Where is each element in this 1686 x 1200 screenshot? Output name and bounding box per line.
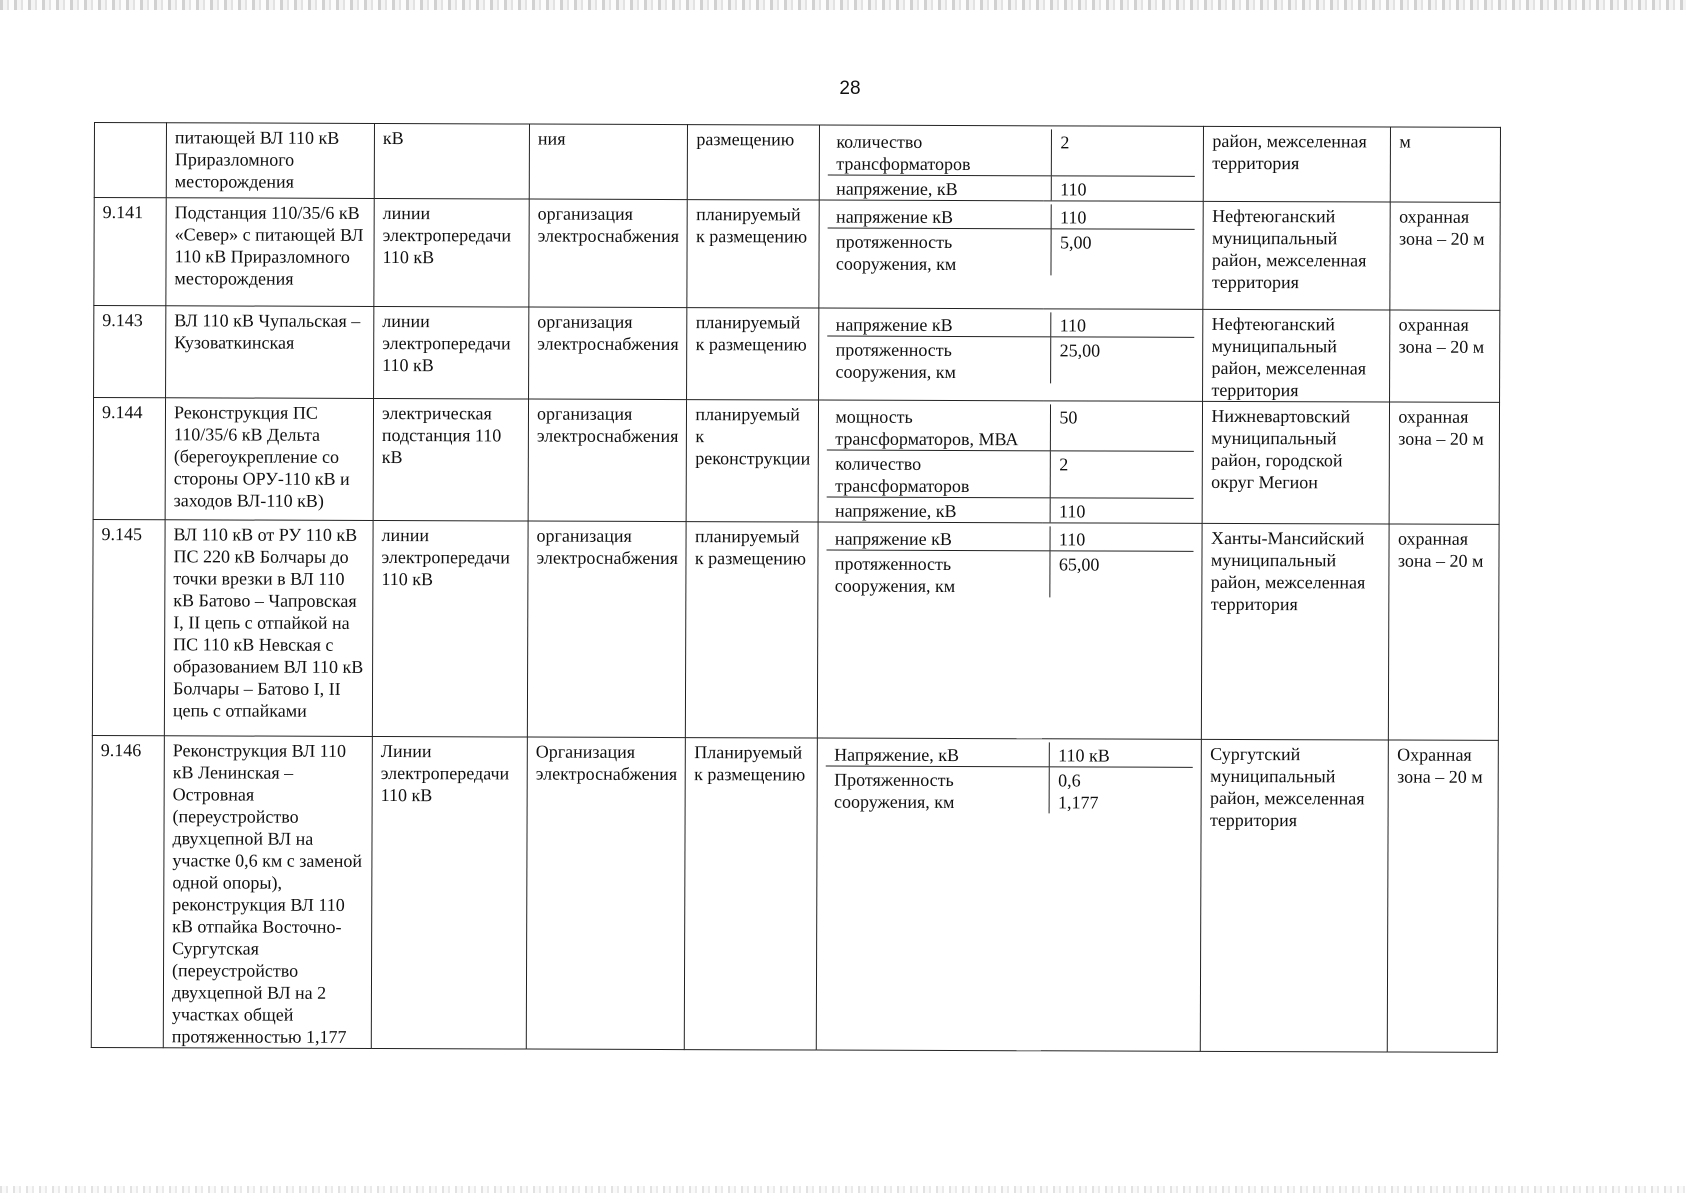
object-type: кВ [382, 128, 404, 149]
parameters-cell [819, 400, 1203, 523]
parameter-value: 2 [1059, 454, 1069, 475]
object-name-cell [166, 198, 374, 307]
location-cell [1203, 309, 1390, 402]
object-purpose: организация электроснабжения [536, 403, 679, 447]
parameter-row [828, 336, 1195, 384]
parameters-cell [820, 125, 1204, 201]
object-status-cell [688, 125, 820, 200]
parameters-list [828, 204, 1195, 276]
object-status-cell [687, 308, 819, 400]
parameter-value: 50 [1059, 407, 1078, 428]
zone-cell [1389, 524, 1500, 740]
object-status: планируемый к размещению [695, 312, 807, 355]
parameter-name: количество трансформаторов [827, 451, 1051, 498]
object-location: Нефтеюганский муниципальный район, межселенная территория [1211, 205, 1367, 293]
parameter-row [827, 404, 1194, 451]
parameter-row [828, 228, 1195, 276]
row-number-cell [91, 735, 164, 1047]
parameters-cell [819, 200, 1203, 309]
parameter-value: 110 [1060, 179, 1087, 200]
protection-zone: м [1399, 131, 1411, 152]
parameter-name: протяженность сооружения, км [828, 337, 1052, 384]
parameters-list [828, 312, 1195, 384]
parameter-name: количество трансформаторов [828, 129, 1052, 176]
object-purpose: организация электроснабжения [536, 525, 678, 569]
zone-cell [1390, 310, 1500, 402]
parameter-row [827, 550, 1194, 598]
parameter-name: напряжение кВ [828, 312, 1052, 337]
object-type: линии электропередачи 110 кВ [381, 525, 510, 590]
objects-table [91, 122, 1502, 1053]
object-name-cell [164, 520, 373, 737]
row-number-cell [94, 306, 166, 398]
object-type: Линии электропередачи 110 кВ [380, 741, 510, 806]
parameter-row [827, 450, 1194, 498]
object-purpose: ния [537, 128, 566, 149]
object-location: Сургутский муниципальный район, межселенная территория [1209, 743, 1365, 831]
parameter-row [826, 742, 1193, 767]
protection-zone: охранная зона – 20 м [1398, 406, 1484, 449]
object-type: электрическая подстанция 110 кВ [381, 403, 502, 468]
object-name: Реконструкция ВЛ 110 кВ Ленинская – Островная (переустройство двухцепной ВЛ на участке 0,6 км с заменой одной опоры), реконструкция ВЛ 110 кВ отпайка Восточно-Сургутская (переустройство двухцепной ВЛ на 2 участках общей протяженностью 1,177 [171, 740, 363, 1047]
object-location: Нижневартовский муниципальный район, городской округ Мегион [1211, 405, 1351, 493]
parameter-row [828, 204, 1195, 229]
object-type-cell [374, 198, 529, 307]
parameter-value: 65,00 [1058, 554, 1100, 575]
object-type-cell [372, 520, 528, 737]
object-status: планируемый к реконструкции [695, 404, 811, 469]
parameters-list [827, 526, 1194, 598]
location-cell [1201, 739, 1389, 1052]
parameter-value: 0,6 1,177 [1058, 770, 1099, 813]
parameter-value: 110 [1060, 207, 1087, 228]
parameter-name: протяженность сооружения, км [828, 229, 1052, 276]
parameter-row [828, 312, 1195, 337]
object-purpose: организация электроснабжения [537, 311, 679, 355]
object-type-cell [373, 398, 528, 521]
object-status-cell [686, 522, 819, 738]
table-row [94, 306, 1501, 403]
object-type-cell [374, 123, 529, 199]
parameter-row [828, 175, 1195, 201]
parameter-name: Протяженность сооружения, км [826, 767, 1050, 814]
parameters-list [826, 742, 1193, 814]
object-status: Планируемый к размещению [694, 742, 806, 785]
object-status: размещению [696, 129, 795, 150]
object-name-cell [166, 123, 374, 199]
parameter-value: 110 [1059, 315, 1087, 336]
parameter-row [828, 129, 1195, 176]
protection-zone: охранная зона – 20 м [1398, 206, 1485, 249]
object-purpose-cell [528, 399, 687, 522]
table-row [91, 735, 1498, 1052]
zone-cell [1390, 402, 1500, 524]
object-location: Ханты-Мансийский муниципальный район, межселенная территория [1210, 527, 1366, 615]
row-number: 9.143 [102, 310, 143, 331]
table-row [94, 198, 1501, 311]
object-purpose: Организация электроснабжения [535, 741, 678, 785]
parameter-value: 5,00 [1059, 232, 1092, 253]
object-name: ВЛ 110 кВ Чупальская – Кузоваткинская [174, 310, 361, 353]
object-location: район, межселенная территория [1212, 130, 1367, 174]
parameter-name: напряжение, кВ [828, 176, 1052, 201]
zone-cell [1390, 202, 1500, 310]
parameter-row [826, 766, 1193, 814]
object-type-cell [374, 306, 529, 399]
parameter-name: напряжение, кВ [827, 498, 1051, 523]
parameters-cell [818, 522, 1203, 739]
object-name-cell [166, 306, 374, 399]
object-type-cell [371, 736, 527, 1049]
parameter-name: напряжение кВ [828, 204, 1052, 229]
object-name: Реконструкция ПС 110/35/6 кВ Дельта (берегоукрепление со стороны ОРУ-110 кВ и заходов ВЛ-110 кВ) [173, 402, 350, 511]
object-name-cell [163, 736, 372, 1049]
parameter-name: напряжение кВ [827, 526, 1051, 551]
object-purpose-cell [526, 737, 686, 1050]
object-status: планируемый к размещению [696, 204, 808, 247]
protection-zone: охранная зона – 20 м [1398, 314, 1485, 357]
object-name-cell [165, 398, 373, 521]
row-number-cell [94, 198, 166, 306]
object-purpose-cell [529, 307, 688, 400]
location-cell [1203, 201, 1390, 310]
scan-artifact-top [0, 0, 1686, 10]
protection-zone: Охранная зона – 20 м [1397, 744, 1483, 787]
parameter-value: 25,00 [1059, 340, 1101, 361]
object-status-cell [687, 200, 819, 308]
parameters-cell [819, 308, 1203, 401]
parameter-name: протяженность сооружения, км [827, 551, 1051, 598]
row-number-cell [94, 123, 166, 198]
parameter-value: 110 [1058, 529, 1086, 550]
object-type: линии электропередачи 110 кВ [382, 311, 511, 376]
parameter-row [827, 497, 1194, 523]
parameter-name: Напряжение, кВ [826, 742, 1050, 767]
object-location: Нефтеюганский муниципальный район, межселенная территория [1211, 313, 1367, 401]
object-name: ВЛ 110 кВ от РУ 110 кВ ПС 220 кВ Болчары до точки врезки в ВЛ 110 кВ Батово – Чапровская I, II цепь с отпайкой на ПС 110 кВ Невская с образованием ВЛ 110 кВ Болчары – Батово I, II цепь с отпайками [172, 524, 364, 721]
table-row [93, 398, 1500, 525]
row-number: 9.146 [100, 740, 142, 761]
parameter-value: 2 [1060, 132, 1070, 153]
object-status: планируемый к размещению [694, 526, 807, 569]
location-cell [1204, 126, 1391, 202]
zone-cell [1391, 127, 1501, 202]
protection-zone: охранная зона – 20 м [1397, 528, 1484, 571]
parameter-row [827, 526, 1194, 551]
object-status-cell [687, 400, 819, 522]
object-name: питающей ВЛ 110 кВ Приразломного месторождения [174, 127, 340, 192]
parameter-name: мощность трансформаторов, МВА [827, 404, 1051, 451]
scan-artifact-bottom [0, 1186, 1686, 1193]
table-row [94, 123, 1501, 203]
page-number: 28 [839, 78, 861, 99]
object-purpose-cell [529, 199, 688, 308]
location-cell [1202, 523, 1390, 740]
location-cell [1203, 401, 1390, 524]
object-status-cell [685, 738, 818, 1050]
parameters-cell [817, 738, 1202, 1051]
row-number-cell [93, 398, 165, 520]
object-purpose: организация электроснабжения [537, 203, 680, 247]
object-purpose-cell [529, 124, 688, 200]
parameters-list [827, 404, 1194, 523]
row-number: 9.144 [101, 402, 143, 423]
row-number-cell [92, 519, 165, 735]
object-name: Подстанция 110/35/6 кВ «Север» с питающей ВЛ 110 кВ Приразломного месторождения [174, 202, 364, 289]
table-row [92, 519, 1499, 740]
parameter-value: 110 кВ [1058, 745, 1110, 766]
parameter-value: 110 [1059, 501, 1086, 522]
parameters-list [828, 129, 1195, 201]
row-number: 9.145 [101, 524, 143, 545]
zone-cell [1388, 740, 1499, 1052]
object-purpose-cell [527, 521, 686, 738]
row-number: 9.141 [102, 202, 144, 223]
object-type: линии электропередачи 110 кВ [382, 203, 512, 268]
